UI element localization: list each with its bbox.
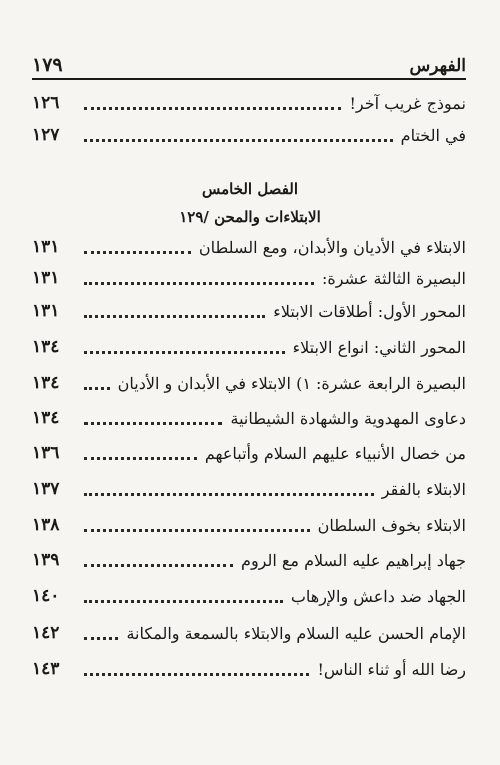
toc-entry — [32, 334, 466, 360]
toc-entry-text: الابتلاء بخوف السلطان — [317, 515, 466, 535]
toc-entry-text: المحور الثاني: انواع الابتلاء — [292, 337, 466, 357]
toc-entry-text: الابتلاء في الأديان والأبدان، ومع السلطان — [198, 237, 466, 257]
toc-entry-page: ١٣١ — [32, 237, 60, 257]
dot-leader — [84, 314, 265, 318]
dot-leader — [84, 386, 110, 390]
toc-entry — [32, 405, 466, 431]
toc-entry-page: ١٣٦ — [32, 443, 60, 463]
toc-entry — [32, 512, 466, 538]
page-number: ١٧٩ — [32, 54, 63, 76]
toc-entry-page: ١٣٧ — [32, 479, 60, 499]
dot-leader — [84, 636, 118, 640]
toc-entry-page: ١٤٠ — [32, 586, 60, 606]
dot-leader — [84, 492, 374, 496]
toc-entry — [32, 370, 466, 396]
toc-entry-page: ١٢٦ — [32, 93, 60, 113]
dot-leader — [84, 563, 233, 567]
toc-entry-page: ١٣١ — [32, 268, 60, 288]
toc-entry-page: ١٣٤ — [32, 337, 60, 357]
chapter-heading: الفصل الخامس — [201, 180, 299, 198]
toc-entry-page: ١٣٩ — [32, 550, 60, 570]
dot-leader — [84, 456, 197, 460]
toc-entry-text: نموذج غريب آخر! — [349, 93, 466, 113]
toc-entry — [32, 298, 466, 324]
toc-entry-text: رضا الله أو ثناء الناس! — [317, 659, 466, 679]
dot-leader — [84, 281, 314, 285]
toc-entry — [32, 234, 466, 260]
dot-leader — [84, 528, 310, 532]
toc-entry-text: الابتلاء بالفقر — [381, 479, 466, 499]
toc-entry — [32, 265, 466, 291]
dot-leader — [84, 350, 285, 354]
header-rule — [32, 78, 466, 80]
dot-leader — [84, 250, 191, 254]
toc-entry-text: الجهاد ضد داعش والإرهاب — [290, 586, 466, 606]
toc-entry — [32, 583, 466, 609]
page-header-title: الفهرس — [409, 56, 466, 76]
dot-leader — [84, 138, 393, 142]
toc-entry-page: ١٣١ — [32, 301, 60, 321]
page-header — [32, 48, 466, 76]
toc-entry-text: من خصال الأنبياء عليهم السلام وأتباعهم — [204, 443, 466, 463]
toc-entry-text: البصيرة الرابعة عشرة: ١) الابتلاء في الأبدان و الأديان — [117, 373, 466, 393]
toc-entry — [32, 476, 466, 502]
chapter-subtitle: الابتلاءات والمحن /١٢٩ — [179, 208, 321, 226]
toc-entry-text: البصيرة الثالثة عشرة: — [322, 268, 466, 288]
dot-leader — [84, 106, 341, 110]
toc-entry-text: الإمام الحسن عليه السلام والابتلاء بالسمعة والمكانة — [126, 623, 466, 643]
toc-entry-page: ١٤٢ — [32, 623, 60, 643]
toc-entry-page: ١٣٤ — [32, 373, 60, 393]
toc-entry — [32, 656, 466, 682]
toc-entry-text: في الختام — [400, 125, 466, 145]
toc-entry — [32, 547, 466, 573]
toc-entry-page: ١٤٣ — [32, 659, 60, 679]
toc-entry — [32, 122, 466, 148]
toc-entry — [32, 620, 466, 646]
dot-leader — [84, 672, 309, 676]
toc-entry-page: ١٢٧ — [32, 125, 60, 145]
toc-entry — [32, 440, 466, 466]
toc-entry-page: ١٣٨ — [32, 515, 60, 535]
dot-leader — [84, 599, 283, 603]
toc-entry-text: المحور الأول: أطلاقات الابتلاء — [273, 301, 466, 321]
toc-entry-page: ١٣٤ — [32, 408, 60, 428]
toc-entry-text: جهاد إبراهيم عليه السلام مع الروم — [241, 550, 466, 570]
toc-entry-text: دعاوى المهدوية والشهادة الشيطانية — [230, 408, 466, 428]
toc-entry — [32, 90, 466, 116]
dot-leader — [84, 421, 222, 425]
